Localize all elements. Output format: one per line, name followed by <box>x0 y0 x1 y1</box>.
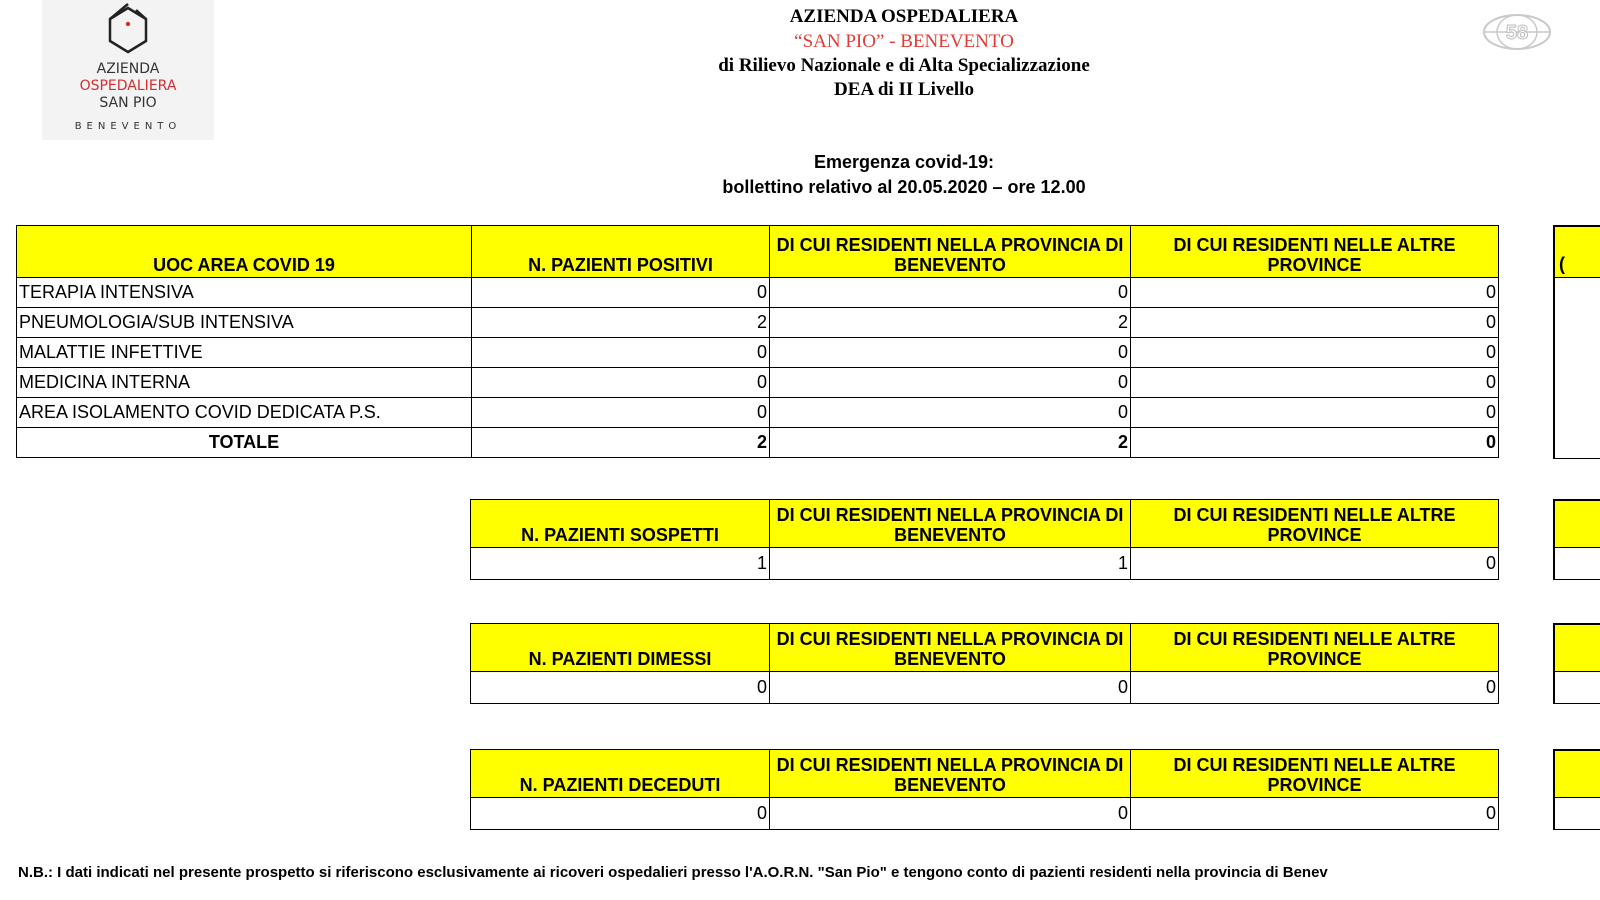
cell-value: 0 <box>770 278 1131 308</box>
cell-value: 0 <box>770 398 1131 428</box>
cell-value: 0 <box>770 672 1131 704</box>
logo-text-benevento: BENEVENTO <box>74 121 182 132</box>
total-value: 0 <box>1131 428 1499 458</box>
bulletin-date: bollettino relativo al 20.05.2020 – ore 12.00 <box>722 177 1086 197</box>
row-label: TERAPIA INTENSIVA <box>17 278 472 308</box>
cell-value: 0 <box>1131 548 1499 580</box>
col-header-benevento: DI CUI RESIDENTI NELLA PROVINCIA DI BENEVENTO <box>770 226 1131 278</box>
cropped-header-letter: ( <box>1559 254 1565 274</box>
cell-value: 2 <box>770 308 1131 338</box>
hexagon-house-icon <box>106 0 150 56</box>
col-header-discharged: N. PAZIENTI DIMESSI <box>471 624 770 672</box>
header-subtitle: di Rilievo Nazionale e di Alta Specializzazione <box>718 55 1090 76</box>
col-header-other-provinces: DI CUI RESIDENTI NELLE ALTRE PROVINCE <box>1131 226 1499 278</box>
watermark-text: 58 <box>1505 22 1529 44</box>
table-row <box>17 278 1499 308</box>
cell-value: 1 <box>770 548 1131 580</box>
discharged-patients-table <box>470 623 1499 704</box>
cropped-table-fragment <box>1553 499 1600 580</box>
row-label: MEDICINA INTERNA <box>17 368 472 398</box>
cropped-table-header <box>1555 225 1600 278</box>
suspected-patients-table <box>470 499 1499 580</box>
cell-value: 0 <box>472 368 770 398</box>
col-header-suspected: N. PAZIENTI SOSPETTI <box>471 500 770 548</box>
cell-value: 0 <box>472 398 770 428</box>
deceased-patients-table <box>470 749 1499 830</box>
table-header-row <box>471 500 1499 548</box>
logo-text-san-pio: SAN PIO <box>99 95 157 111</box>
logo-text-azienda: AZIENDA <box>96 61 160 77</box>
col-header-benevento: DI CUI RESIDENTI NELLA PROVINCIA DI BENEVENTO <box>770 750 1131 798</box>
cropped-table-header <box>1555 623 1600 672</box>
table-row <box>17 308 1499 338</box>
header-hospital-name: “SAN PIO” - BENEVENTO <box>794 31 1014 52</box>
total-value: 2 <box>472 428 770 458</box>
row-label: PNEUMOLOGIA/SUB INTENSIVA <box>17 308 472 338</box>
col-header-benevento: DI CUI RESIDENTI NELLA PROVINCIA DI BENEVENTO <box>770 624 1131 672</box>
cell-value: 0 <box>1131 798 1499 830</box>
table-row <box>17 338 1499 368</box>
cell-value: 0 <box>770 368 1131 398</box>
table-row <box>17 398 1499 428</box>
row-label: AREA ISOLAMENTO COVID DEDICATA P.S. <box>17 398 472 428</box>
globe-logo-icon <box>1482 12 1552 52</box>
row-label: MALATTIE INFETTIVE <box>17 338 472 368</box>
logo-text-ospedaliera: OSPEDALIERA <box>79 78 177 94</box>
cell-value: 0 <box>1131 308 1499 338</box>
col-header-benevento: DI CUI RESIDENTI NELLA PROVINCIA DI BENEVENTO <box>770 500 1131 548</box>
cell-value: 0 <box>770 798 1131 830</box>
cell-value: 0 <box>472 338 770 368</box>
hospital-logo <box>42 0 214 140</box>
cell-value: 0 <box>1131 368 1499 398</box>
total-label: TOTALE <box>17 428 472 458</box>
channel-watermark <box>1482 12 1552 52</box>
col-header-other-provinces: DI CUI RESIDENTI NELLE ALTRE PROVINCE <box>1131 750 1499 798</box>
col-header-other-provinces: DI CUI RESIDENTI NELLE ALTRE PROVINCE <box>1131 624 1499 672</box>
table-row <box>471 672 1499 704</box>
col-header-other-provinces: DI CUI RESIDENTI NELLE ALTRE PROVINCE <box>1131 500 1499 548</box>
cell-value: 0 <box>1131 278 1499 308</box>
cropped-table-header <box>1555 499 1600 548</box>
table-header-row <box>471 624 1499 672</box>
table-header-row <box>471 750 1499 798</box>
header-level: DEA di II Livello <box>834 79 974 100</box>
cell-value: 0 <box>472 278 770 308</box>
table-header-row <box>17 226 1499 278</box>
cell-value: 0 <box>471 798 770 830</box>
cell-value: 1 <box>471 548 770 580</box>
cell-value: 0 <box>1131 398 1499 428</box>
cropped-table-fragment <box>1553 623 1600 704</box>
cropped-table-fragment <box>1553 749 1600 830</box>
positive-patients-table <box>16 225 1499 458</box>
col-header-deceased: N. PAZIENTI DECEDUTI <box>471 750 770 798</box>
cell-value: 0 <box>770 338 1131 368</box>
cropped-table-header <box>1555 749 1600 798</box>
col-header-positive: N. PAZIENTI POSITIVI <box>472 226 770 278</box>
total-value: 2 <box>770 428 1131 458</box>
cell-value: 0 <box>471 672 770 704</box>
header-title: AZIENDA OSPEDALIERA <box>789 6 1019 27</box>
table-row <box>471 548 1499 580</box>
col-header-area: UOC AREA COVID 19 <box>17 226 472 278</box>
bulletin-title: Emergenza covid-19: <box>813 152 995 172</box>
footnote: N.B.: I dati indicati nel presente prospetto si riferiscono esclusivamente ai ricoveri ospedalieri presso l'A.O.R.N. "San Pio" e tengono conto di pazienti residenti nella provincia di Benev <box>18 864 1328 881</box>
cropped-table-fragment <box>1553 225 1600 459</box>
table-row <box>17 368 1499 398</box>
cell-value: 0 <box>1131 338 1499 368</box>
total-row <box>17 428 1499 458</box>
table-row <box>471 798 1499 830</box>
cell-value: 0 <box>1131 672 1499 704</box>
cell-value: 2 <box>472 308 770 338</box>
